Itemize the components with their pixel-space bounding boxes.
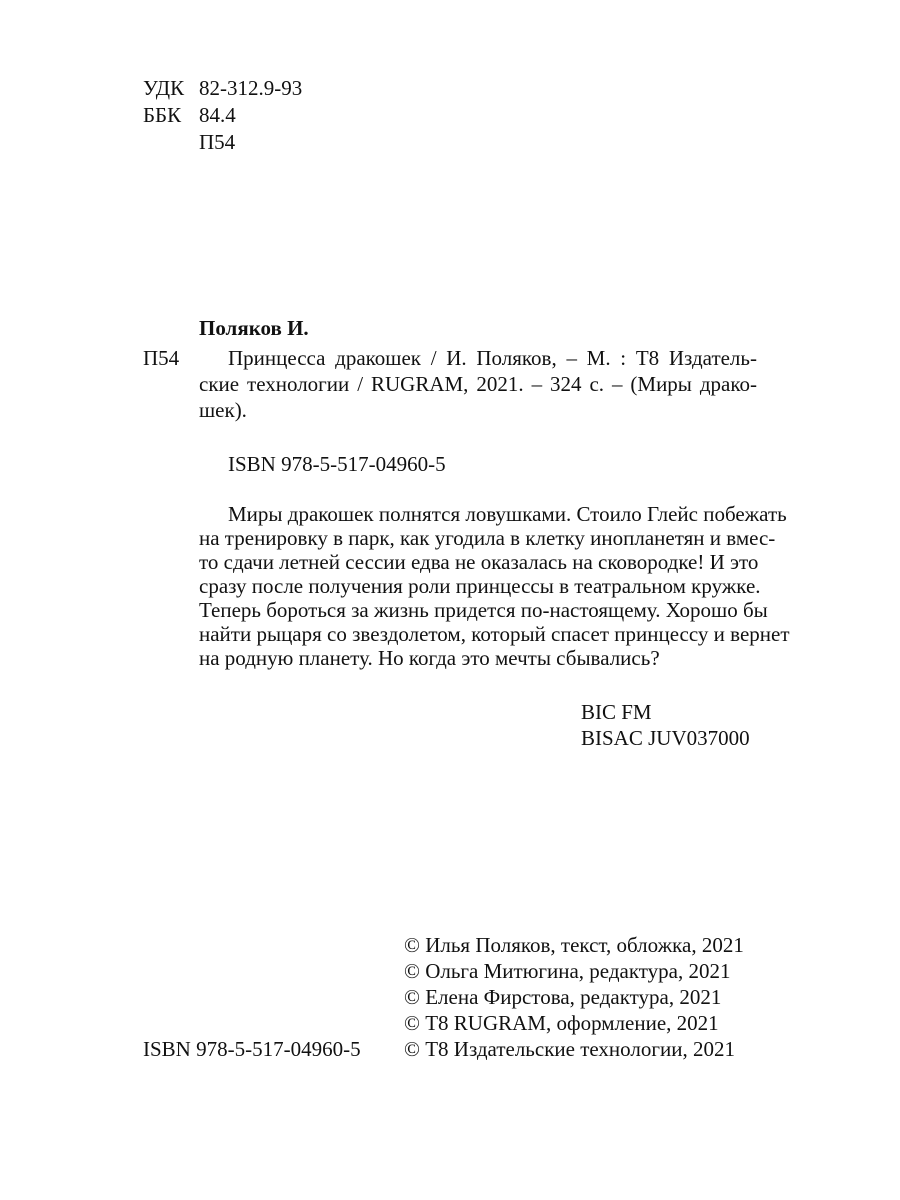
annotation-line: сразу после получения роли принцессы в театральном кружке. xyxy=(199,574,761,598)
copyright-line: © Т8 RUGRAM, оформление, 2021 xyxy=(404,1011,719,1035)
bbk-label: ББК xyxy=(143,103,182,127)
udk-label: УДК xyxy=(143,76,185,100)
annotation-line: Миры дракошек полнятся ловушками. Стоило Глейс побежать xyxy=(228,502,787,526)
copyright-line: © Илья Поляков, текст, обложка, 2021 xyxy=(404,933,744,957)
bibliographic-mark: П54 xyxy=(143,346,180,370)
annotation-line: Теперь бороться за жизнь придется по-настоящему. Хорошо бы xyxy=(199,598,768,622)
annotation-line: найти рыцаря со звездолетом, который спасет принцессу и вернет xyxy=(199,622,790,646)
description-line: шек). xyxy=(199,398,247,422)
annotation xyxy=(199,502,790,682)
bbk-value: 84.4 xyxy=(199,103,236,127)
copyright-line: © Елена Фирстова, редактура, 2021 xyxy=(404,985,722,1009)
author-mark: П54 xyxy=(199,130,236,154)
classification-block xyxy=(143,76,443,156)
copyright-line: © Ольга Митюгина, редактура, 2021 xyxy=(404,959,731,983)
copyright-line: © Т8 Издательские технологии, 2021 xyxy=(404,1037,735,1061)
udk-value: 82-312.9-93 xyxy=(199,76,303,100)
author-mark-row xyxy=(143,130,443,154)
bisac-code: BISAC JUV037000 xyxy=(581,726,750,750)
description-line: Принцесса дракошек / И. Поляков, – М. : Т8 Издатель- xyxy=(228,346,757,370)
footer-isbn: ISBN 978-5-517-04960-5 xyxy=(143,1037,361,1061)
bic-code: BIC FM xyxy=(581,700,652,724)
author-heading: Поляков И. xyxy=(199,316,309,340)
annotation-line: то сдачи летней сессии едва не оказалась на сковородке! И это xyxy=(199,550,759,574)
copyright-block xyxy=(404,933,784,1073)
description-line: ские технологии / RUGRAM, 2021. – 324 с. – (Миры драко- xyxy=(199,372,757,396)
udk-row xyxy=(143,76,443,100)
bbk-row xyxy=(143,103,443,127)
annotation-line: на родную планету. Но когда это мечты сбывались? xyxy=(199,646,660,670)
isbn-line: ISBN 978-5-517-04960-5 xyxy=(228,452,446,476)
annotation-line: на тренировку в парк, как угодила в клетку инопланетян и вмес- xyxy=(199,526,776,550)
